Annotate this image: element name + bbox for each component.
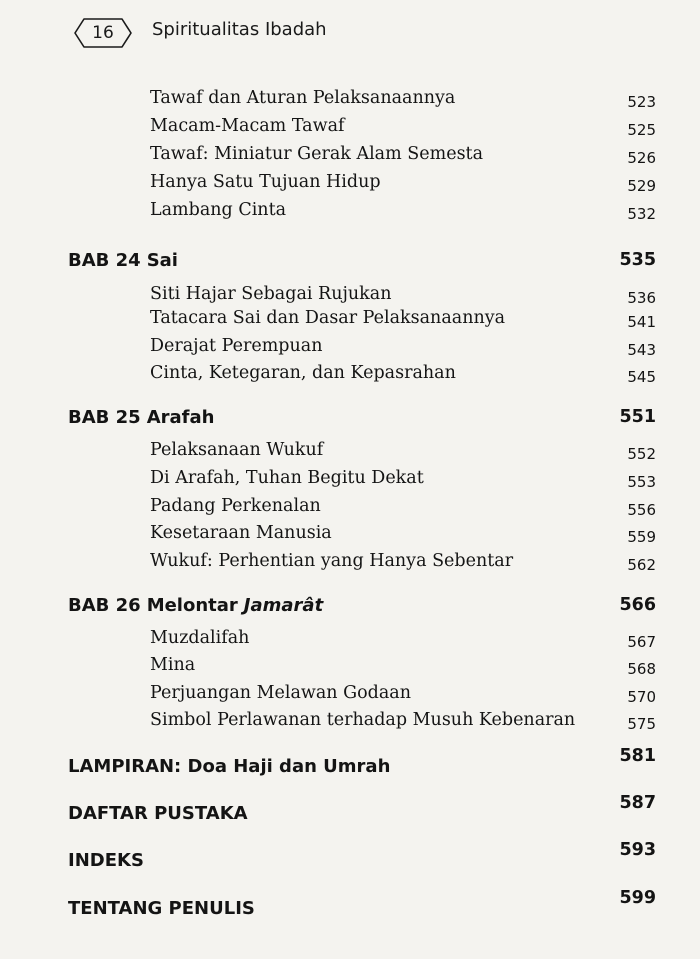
chapter-page: 566	[619, 595, 656, 615]
chapter-heading-bab-24[interactable]	[68, 248, 656, 278]
toc-entry[interactable]	[150, 681, 656, 709]
back-matter-indeks[interactable]	[68, 840, 656, 876]
chapter-heading-bab-26[interactable]	[68, 593, 656, 623]
toc-entry[interactable]	[150, 198, 656, 226]
back-matter-page: 581	[619, 746, 656, 766]
back-matter-title: LAMPIRAN: Doa Haji dan Umrah	[68, 756, 391, 777]
entry-page: 556	[627, 501, 656, 519]
toc-entry[interactable]	[150, 334, 656, 362]
toc-entry[interactable]	[150, 361, 656, 389]
entry-title: Kesetaraan Manusia	[150, 523, 332, 543]
page-number-badge	[72, 16, 134, 50]
entry-page: 567	[627, 633, 656, 651]
chapter-label: BAB 25	[68, 407, 141, 428]
back-matter-lampiran[interactable]	[68, 746, 656, 782]
toc-entry[interactable]	[150, 142, 656, 170]
chapter-page: 535	[619, 250, 656, 270]
chapter-label: BAB 26	[68, 595, 141, 616]
entry-page: 570	[627, 688, 656, 706]
entry-page: 575	[627, 715, 656, 733]
entry-title: Lambang Cinta	[150, 200, 287, 220]
entry-title: Derajat Perempuan	[150, 336, 323, 356]
entry-page: 553	[627, 473, 656, 491]
entry-page: 552	[627, 445, 656, 463]
back-matter-tentang-penulis[interactable]	[68, 888, 656, 924]
entry-title: Mina	[150, 655, 196, 675]
chapter-title: Sai	[146, 250, 178, 271]
entry-page: 543	[627, 341, 656, 359]
entry-title: Muzdalifah	[150, 628, 250, 648]
back-matter-page: 599	[619, 888, 656, 908]
entry-title: Tatacara Sai dan Dasar Pelaksanaannya	[150, 308, 506, 328]
entry-title: Tawaf: Miniatur Gerak Alam Semesta	[150, 144, 484, 164]
toc-entry[interactable]	[150, 114, 656, 142]
toc-entry[interactable]	[150, 549, 656, 577]
entry-page: 532	[627, 205, 656, 223]
entry-title: Tawaf dan Aturan Pelaksanaannya	[150, 88, 456, 108]
entry-title: Siti Hajar Sebagai Rujukan	[150, 284, 392, 304]
entry-page: 529	[627, 177, 656, 195]
toc-entry[interactable]	[150, 494, 656, 522]
chapter-title: Arafah	[146, 407, 215, 428]
page-number: 16	[92, 23, 114, 43]
entry-title: Padang Perkenalan	[150, 496, 321, 516]
toc-entry[interactable]	[150, 170, 656, 198]
toc-entry[interactable]	[150, 306, 656, 334]
entry-page: 545	[627, 368, 656, 386]
chapter-title-italic: Jamarât	[243, 595, 324, 616]
toc-entry[interactable]	[150, 438, 656, 466]
chapter-heading-bab-25[interactable]	[68, 405, 656, 435]
entry-title: Simbol Perlawanan terhadap Musuh Kebenaran	[150, 710, 576, 730]
back-matter-title: INDEKS	[68, 850, 144, 871]
chapter-page: 551	[619, 407, 656, 427]
chapter-title: Melontar	[146, 595, 238, 616]
entry-title: Perjuangan Melawan Godaan	[150, 683, 411, 703]
entry-page: 562	[627, 556, 656, 574]
back-matter-page: 593	[619, 840, 656, 860]
entry-title: Pelaksanaan Wukuf	[150, 440, 324, 460]
entry-title: Macam-Macam Tawaf	[150, 116, 345, 136]
back-matter-title: TENTANG PENULIS	[68, 898, 255, 919]
toc-entry[interactable]	[150, 466, 656, 494]
back-matter-daftar-pustaka[interactable]	[68, 793, 656, 829]
chapter-label: BAB 24	[68, 250, 141, 271]
back-matter-page: 587	[619, 793, 656, 813]
entry-title: Wukuf: Perhentian yang Hanya Sebentar	[150, 551, 514, 571]
entry-page: 526	[627, 149, 656, 167]
entry-title: Di Arafah, Tuhan Begitu Dekat	[150, 468, 424, 488]
running-title: Spiritualitas Ibadah	[152, 19, 327, 40]
toc-entry[interactable]	[150, 86, 656, 114]
entry-title: Hanya Satu Tujuan Hidup	[150, 172, 381, 192]
entry-page: 525	[627, 121, 656, 139]
toc-entry[interactable]	[150, 626, 656, 654]
toc-entry[interactable]	[150, 653, 656, 681]
entry-page: 541	[627, 313, 656, 331]
entry-page: 568	[627, 660, 656, 678]
toc-entry[interactable]	[150, 521, 656, 549]
entry-page: 536	[627, 289, 656, 307]
back-matter-title: DAFTAR PUSTAKA	[68, 803, 248, 824]
entry-title: Cinta, Ketegaran, dan Kepasrahan	[150, 363, 456, 383]
entry-page: 559	[627, 528, 656, 546]
toc-entry[interactable]	[150, 708, 656, 736]
entry-page: 523	[627, 93, 656, 111]
